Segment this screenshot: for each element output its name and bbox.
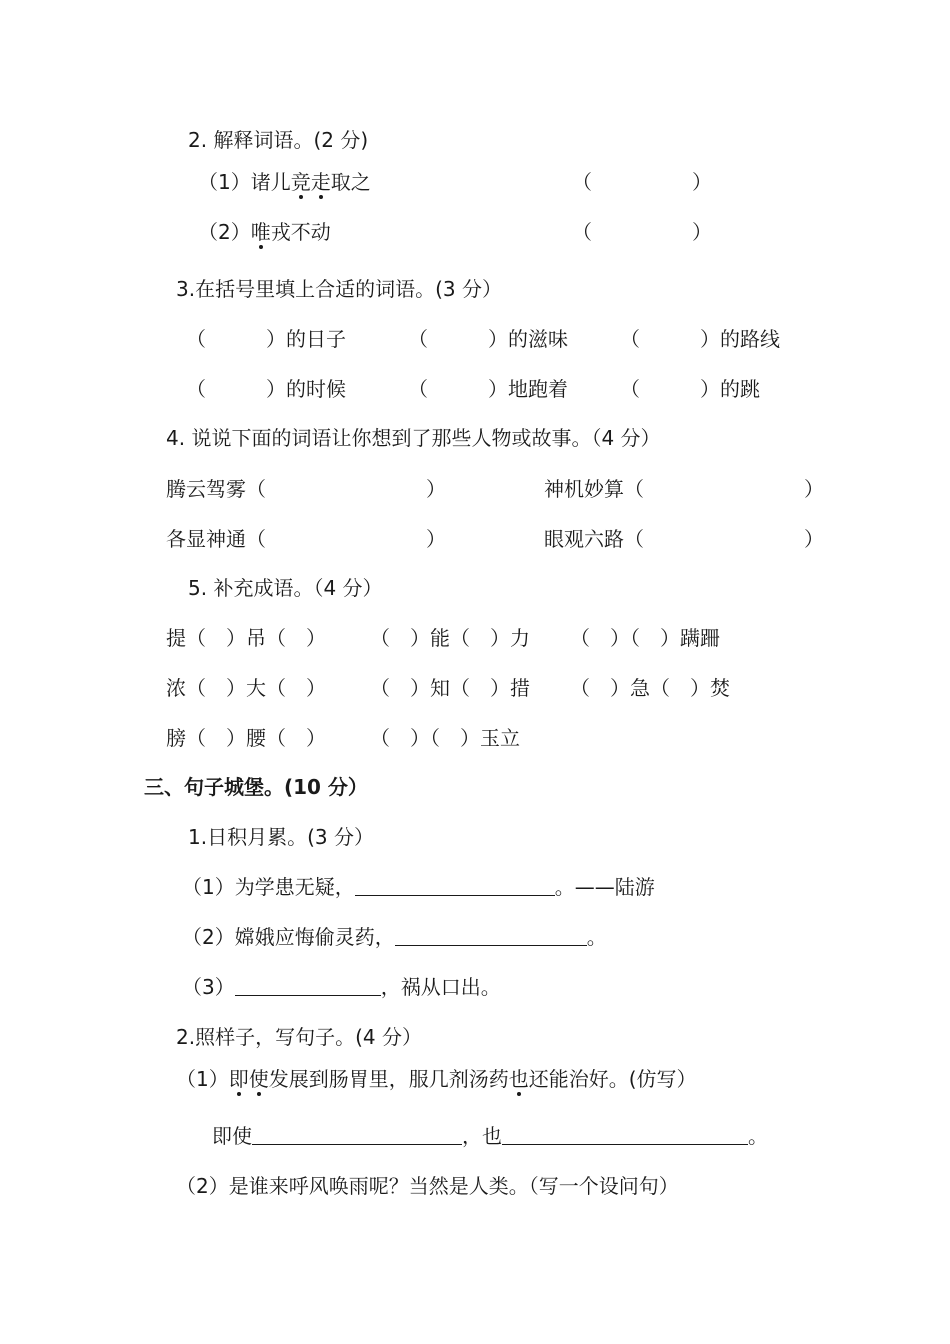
s3-q1-line-3-post: ，祸从口出。 <box>380 975 501 999</box>
s3-q2-s1-end: 还能治好。(仿写） <box>528 1067 697 1091</box>
s3-q1-line-3-blank[interactable] <box>235 975 381 996</box>
s3-q2-title: 2.照样子，写句子。(4 分） <box>176 1025 422 1049</box>
q3-r2-c3[interactable]: （ ）的跳 <box>620 377 760 401</box>
q3-r1-c2[interactable]: （ ）的滋味 <box>408 327 568 351</box>
s3-q2-s1-dotted-1: 即 <box>228 1067 249 1091</box>
s3-q2-s1-dotted-3: 也 <box>508 1067 529 1091</box>
s3-q1-line-2-pre: （2）嫦娥应悔偷灵药， <box>182 925 395 949</box>
s3-q1-line-1-post: 。——陆游 <box>554 875 655 899</box>
q2-item-2-post: 戎不动 <box>270 220 331 244</box>
q5-r3-c2[interactable]: （ ）（ ）玉立 <box>370 726 520 750</box>
s3-q1-line-2 <box>182 924 607 950</box>
q2-title: 2. 解释词语。(2 分) <box>188 128 369 152</box>
s3-q2-fill-blank-2[interactable] <box>502 1124 748 1145</box>
q4-r1-c1[interactable]: 腾云驾雾（ ） <box>166 477 446 501</box>
s3-q2-s1-num: （1） <box>176 1067 229 1091</box>
s3-q2-fill-c: 。 <box>748 1124 768 1148</box>
s3-q2-s1-mid: 发展到肠胃里，服几剂汤药 <box>268 1067 509 1091</box>
s3-q1-title: 1.日积月累。(3 分） <box>188 825 374 849</box>
q2-item-1-post: 取之 <box>330 170 371 194</box>
q2-item-1 <box>198 169 371 195</box>
q2-item-2 <box>198 219 331 245</box>
q2-item-1-pre: 诸儿 <box>250 170 291 194</box>
s3-q2-sentence-1 <box>176 1066 697 1092</box>
s3-q2-fill-blank-1[interactable] <box>252 1124 462 1145</box>
s3-q1-line-3-pre: （3） <box>182 975 235 999</box>
s3-q2-sentence-2: （2）是谁来呼风唤雨呢？当然是人类。（写一个设问句） <box>176 1174 679 1198</box>
section3-title: 三、句子城堡。(10 分） <box>144 775 368 799</box>
q2-item-2-num: （2） <box>198 220 251 244</box>
q5-r2-c2[interactable]: （ ）知（ ）措 <box>370 676 530 700</box>
q3-r2-c1[interactable]: （ ）的时候 <box>186 377 346 401</box>
q4-r1-c2[interactable]: 神机妙算（ ） <box>544 477 824 501</box>
q2-item-2-answer[interactable]: （ ） <box>572 220 712 244</box>
s3-q1-line-2-post: 。 <box>586 925 607 949</box>
q5-r1-c1[interactable]: 提（ ）吊（ ） <box>166 626 326 650</box>
q2-item-1-num: （1） <box>198 170 251 194</box>
q3-r1-c3[interactable]: （ ）的路线 <box>620 327 780 351</box>
q3-r1-c1[interactable]: （ ）的日子 <box>186 327 346 351</box>
q2-item-2-dotted-1: 唯 <box>250 220 271 244</box>
s3-q2-s1-dotted-2: 使 <box>248 1067 269 1091</box>
q3-r2-c2[interactable]: （ ）地跑着 <box>408 377 568 401</box>
q5-r1-c2[interactable]: （ ）能（ ）力 <box>370 626 530 650</box>
q5-title: 5. 补充成语。（4 分） <box>188 576 383 600</box>
s3-q2-fill-b: ，也 <box>462 1124 502 1148</box>
s3-q1-line-1-blank[interactable] <box>355 875 555 896</box>
q5-r3-c1[interactable]: 膀（ ）腰（ ） <box>166 726 326 750</box>
q4-r2-c1[interactable]: 各显神通（ ） <box>166 527 446 551</box>
q2-item-1-answer[interactable]: （ ） <box>572 170 712 194</box>
q2-item-1-dotted-1: 竞 <box>290 170 311 194</box>
q5-r2-c3[interactable]: （ ）急（ ）焚 <box>570 676 730 700</box>
s3-q1-line-2-blank[interactable] <box>395 925 587 946</box>
s3-q1-line-3 <box>182 974 501 1000</box>
q4-r2-c2[interactable]: 眼观六路（ ） <box>544 527 824 551</box>
q3-title: 3.在括号里填上合适的词语。(3 分） <box>176 277 502 301</box>
q4-title: 4. 说说下面的词语让你想到了那些人物或故事。（4 分） <box>166 426 661 450</box>
q5-r2-c1[interactable]: 浓（ ）大（ ） <box>166 676 326 700</box>
s3-q1-line-1 <box>182 874 655 900</box>
q2-item-1-dotted-2: 走 <box>310 170 331 194</box>
s3-q1-line-1-pre: （1）为学患无疑， <box>182 875 355 899</box>
q5-r1-c3[interactable]: （ ）（ ）蹒跚 <box>570 626 720 650</box>
s3-q2-fill-line <box>212 1123 768 1149</box>
s3-q2-fill-a: 即使 <box>212 1124 252 1148</box>
